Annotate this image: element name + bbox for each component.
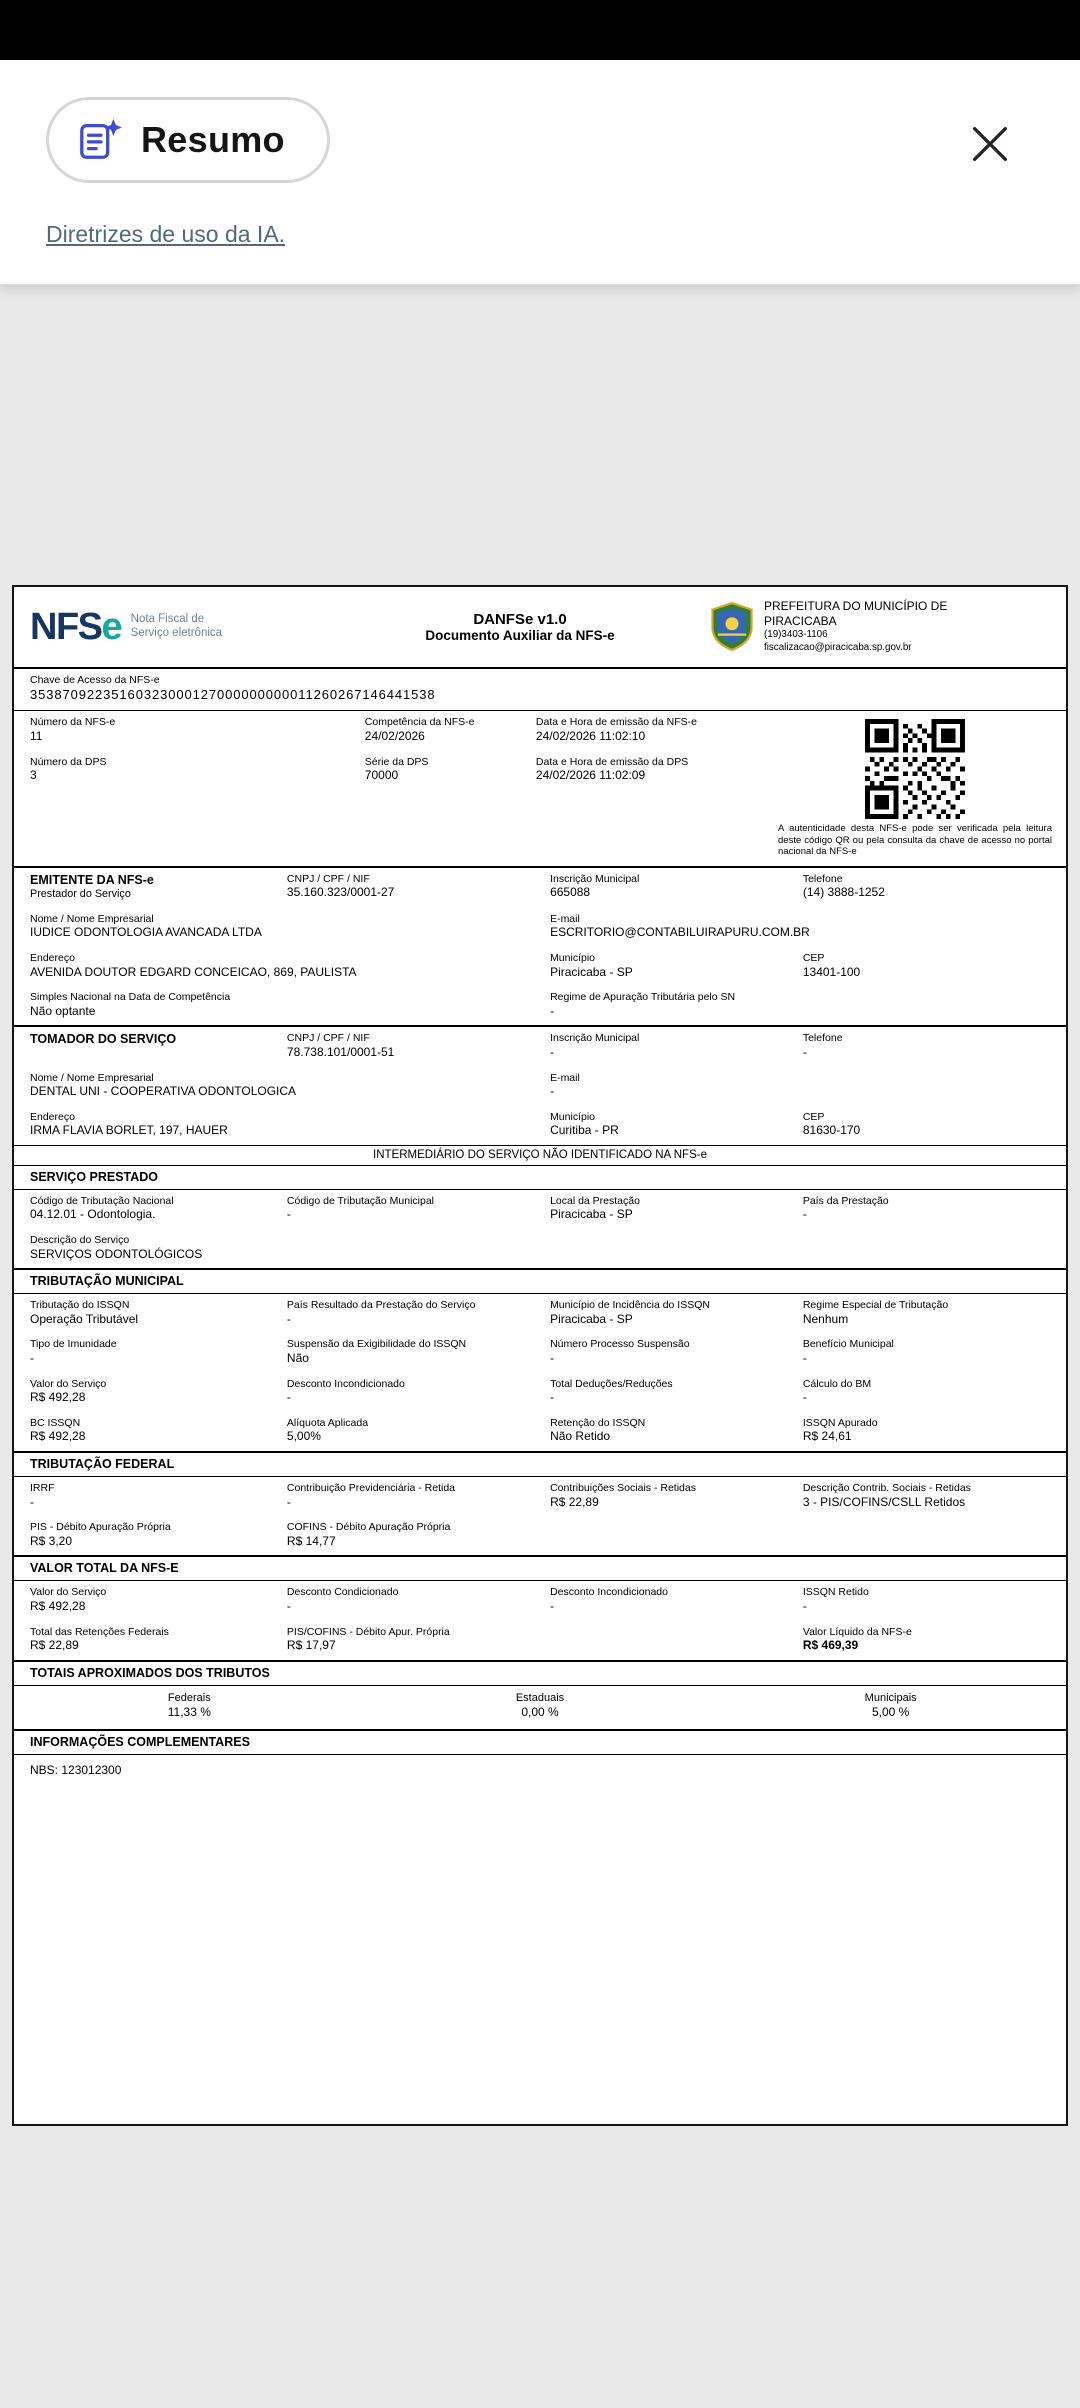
trib-municipal-row-4 [14,1412,1066,1451]
field-descricao-servico [30,1229,1066,1268]
danfse-header [14,587,1066,667]
field-label: Município de Incidência do ISSQN [550,1299,710,1312]
resumo-chip-label: Resumo [141,119,285,160]
doc-field [30,1412,287,1451]
field-value: 24/02/2026 [364,729,425,744]
field-valor-liquido [803,1621,1066,1660]
doc-field [30,1516,287,1555]
field-label: Endereço [30,1110,75,1123]
field-label: Desconto Incondicionado [286,1377,405,1390]
field-label: País da Prestação [802,1194,889,1207]
field-label: Benefício Municipal [802,1338,894,1351]
trib-municipal-row-2 [14,1333,1066,1372]
field-value: R$ 24,61 [802,1429,852,1444]
field-value: 13401-100 [802,964,861,979]
field-value: Nenhum [802,1311,849,1326]
doc-field [30,1477,287,1516]
doc-field [803,1412,1066,1451]
field-value: - [286,1494,291,1509]
field-value: SERVIÇOS ODONTOLÓGICOS [30,1246,203,1261]
field-value: 70000 [364,768,399,783]
field-value: Curitiba - PR [550,1123,619,1138]
section-informacoes-complementares: INFORMAÇÕES COMPLEMENTARES [30,1734,250,1749]
field-label: PIS/COFINS - Débito Apur. Própria [286,1625,450,1638]
field-label: Município [550,951,596,964]
field-tomador-nome [30,1067,550,1106]
trib-municipal-row-3 [14,1373,1066,1412]
empty-cell [550,1516,803,1555]
field-value: R$ 469,39 [802,1638,859,1653]
field-label: Descrição Contrib. Sociais - Retidas [802,1482,971,1495]
section-tributacao-municipal: TRIBUTAÇÃO MUNICIPAL [30,1274,184,1289]
field-value: R$ 3,20 [30,1533,73,1548]
field-label: Nome / Nome Empresarial [30,912,154,925]
field-label: Tipo de Imunidade [30,1338,117,1351]
field-value: - [802,1044,807,1059]
field-label: Total das Retenções Federais [30,1625,169,1638]
field-ctn [30,1190,287,1229]
field-value: R$ 492,28 [30,1390,86,1405]
field-totais-federais [14,1692,365,1721]
emitente-row-4 [14,986,1066,1025]
field-label: Total Deduções/Reduções [550,1377,673,1390]
field-value: 5,00 % [871,1704,910,1719]
field-emissao-dps [536,751,774,790]
field-label: PIS - Débito Apuração Própria [30,1521,171,1534]
field-value: Não Retido [550,1429,611,1444]
field-value: Piracicaba - SP [550,1311,633,1326]
field-local-prestacao [550,1190,803,1229]
close-icon [967,121,1013,167]
field-tomador-municipio [550,1106,803,1145]
field-label: Alíquota Aplicada [286,1416,369,1429]
emitente-title-block [30,868,287,908]
emitente-row-2 [14,908,1066,947]
field-label: Desconto Condicionado [286,1586,399,1599]
field-tomador-inscricao [550,1027,803,1066]
field-totais-estaduais [365,1692,716,1721]
nfse-logo-e: e [101,605,123,648]
doc-title [330,611,710,643]
section-title: EMITENTE DA NFS-e [30,872,154,887]
field-value: R$ 492,28 [30,1598,86,1613]
field-emitente-regime-sn [550,986,1066,1025]
field-label: Tributação do ISSQN [30,1299,130,1312]
status-bar [0,0,1080,60]
field-label: Valor do Serviço [30,1377,107,1390]
emitente-row-3 [14,947,1066,986]
field-label: Cálculo do BM [802,1377,872,1390]
tomador-row-3 [14,1106,1066,1145]
field-label: Chave de Acesso da NFS-e [30,674,160,686]
field-value: 81630-170 [802,1123,861,1138]
field-label: IRRF [30,1482,55,1495]
section-totais-tributos: TOTAIS APROXIMADOS DOS TRIBUTOS [30,1665,270,1680]
field-value: DENTAL UNI - COOPERATIVA ODONTOLOGICA [30,1084,297,1099]
field-value: 0,00 % [521,1704,559,1719]
nfse-logo-tagline-2: Serviço eletrônica [130,627,223,639]
field-value: R$ 492,28 [30,1429,86,1444]
field-label: Data e Hora de emissão da NFS-e [535,716,697,729]
field-serie-dps [365,751,536,790]
field-label: Estaduais [515,1691,565,1704]
qr-code-icon [865,719,965,819]
field-value: 3 [30,768,37,783]
access-key-field [14,669,1066,710]
field-emitente-simples [30,986,550,1025]
field-label: Local da Prestação [550,1194,640,1207]
field-label: Regime Especial de Tributação [802,1299,949,1312]
field-label: Contribuições Sociais - Retidas [550,1482,696,1495]
nfse-logo-tagline-1: Nota Fiscal de [130,613,205,626]
field-label: ISSQN Retido [802,1586,869,1599]
field-value: R$ 22,89 [30,1638,79,1653]
ai-note-sparkle-icon [77,117,123,163]
field-label: CNPJ / CPF / NIF [286,872,370,885]
field-label: Código de Tributação Nacional [30,1194,174,1207]
section-title: TOMADOR DO SERVIÇO [30,1032,177,1047]
prefeitura-email: fiscalizacao@piracicaba.sp.gov.br [764,642,912,653]
tomador-title-block [30,1027,287,1066]
prefeitura-name-line1: PREFEITURA DO MUNICÍPIO DE [764,599,948,614]
field-competencia [365,711,536,750]
doc-field [550,1412,803,1451]
ids-grid [30,711,774,789]
prefeitura-block [710,599,1050,654]
field-label: Nome / Nome Empresarial [30,1071,154,1084]
field-value: IUDICE ODONTOLOGIA AVANCADA LTDA [30,925,262,940]
doc-field [550,1477,803,1516]
qr-authenticity-note: A autenticidade desta NFS-e pode ser verificada pela leitura deste código QR ou pela consulta da chave de acesso no portal nacional da NFS-e [778,823,1052,858]
empty-cell [803,1516,1066,1555]
doc-field [287,1333,550,1372]
ids-section [14,711,1066,865]
section-servico-prestado: SERVIÇO PRESTADO [30,1169,159,1184]
totais-row [14,1686,1066,1729]
field-label: Série da DPS [364,755,429,768]
trib-municipal-row-1 [14,1294,1066,1333]
field-label: Inscrição Municipal [550,1032,640,1045]
field-value: AVENIDA DOUTOR EDGARD CONCEICAO, 869, PAULISTA [30,964,357,979]
field-label: E-mail [550,912,580,925]
doc-title-line1: DANFSe v1.0 [473,611,567,628]
field-value: R$ 22,89 [550,1494,599,1509]
access-key-value: 35387092235160323000127000000000011260267146441538 [30,686,436,702]
field-value: 24/02/2026 11:02:10 [535,729,646,744]
field-emitente-cnpj [287,868,550,908]
doc-field [287,1373,550,1412]
field-label: Simples Nacional na Data de Competência [30,991,231,1004]
section-valor-total: VALOR TOTAL DA NFS-E [30,1561,179,1576]
prefeitura-phone: (19)3403-1106 [764,629,828,641]
field-emissao-nfse [536,711,774,750]
field-label: Valor do Serviço [30,1586,107,1599]
doc-field [803,1333,1066,1372]
field-label: Federais [167,1691,211,1704]
doc-field [803,1294,1066,1333]
field-totais-municipais [715,1692,1066,1721]
field-value: - [550,1003,555,1018]
field-tomador-telefone [803,1027,1066,1066]
piracicaba-crest-icon [710,602,754,652]
doc-title-line2: Documento Auxiliar da NFS-e [425,628,615,643]
field-tomador-endereco [30,1106,550,1145]
field-value: R$ 17,97 [286,1638,336,1653]
field-value: 11,33 % [167,1704,211,1719]
close-button[interactable] [954,108,1026,180]
field-label: Contribuição Previdenciária - Retida [286,1482,456,1495]
field-value: - [802,1598,807,1613]
field-label: Endereço [30,951,75,964]
field-tomador-cep [803,1106,1066,1145]
app-header [0,60,1080,285]
field-emitente-cep [803,947,1066,986]
prefeitura-text [764,599,947,654]
field-value: - [550,1084,555,1099]
field-tomador-email [550,1067,1066,1106]
field-label: Retenção do ISSQN [550,1416,646,1429]
field-value: R$ 14,77 [286,1533,336,1548]
field-value: - [802,1351,807,1366]
doc-field [30,1294,287,1333]
field-value: - [802,1207,807,1222]
prefeitura-name-line2: PIRACICABA [764,614,837,629]
field-value: (14) 3888-1252 [802,885,885,900]
doc-field [550,1581,803,1620]
field-label: COFINS - Débito Apuração Própria [286,1521,451,1534]
field-label: E-mail [550,1071,580,1084]
field-value: Operação Tributável [30,1311,139,1326]
field-label: CNPJ / CPF / NIF [286,1032,370,1045]
field-label: Telefone [802,1032,843,1045]
field-label: Município [550,1110,596,1123]
field-value: - [550,1390,555,1405]
field-value: ESCRITORIO@CONTABILUIRAPURU.COM.BR [550,925,810,940]
doc-field [287,1621,550,1660]
field-value: 11 [30,729,43,744]
doc-field [30,1373,287,1412]
field-value: - [550,1044,555,1059]
field-value: Não optante [30,1003,96,1018]
field-ctm [287,1190,550,1229]
field-label: Telefone [802,872,843,885]
field-label: Competência da NFS-e [364,716,475,729]
intermediario-banner: INTERMEDIÁRIO DO SERVIÇO NÃO IDENTIFICADO NA NFS-e [373,1148,707,1161]
field-value: - [550,1351,555,1366]
field-label: Descrição do Serviço [30,1234,130,1247]
field-label: ISSQN Apurado [802,1416,878,1429]
page-background [0,285,1080,2408]
field-value: 5,00% [286,1429,321,1444]
field-value: - [550,1598,555,1613]
doc-field [287,1581,550,1620]
field-value: Piracicaba - SP [550,1207,633,1222]
trib-federal-row-1 [14,1477,1066,1516]
doc-field [287,1477,550,1516]
nfse-logo-text [30,606,123,649]
field-label: Número da NFS-e [30,716,116,729]
doc-field [803,1477,1066,1516]
field-numero-nfse [30,711,365,750]
nfse-logo [30,606,330,649]
field-emitente-inscricao [550,868,803,908]
ai-guidelines-link[interactable]: Diretrizes de uso da IA. [46,221,286,247]
field-label: Código de Tributação Municipal [286,1194,435,1207]
doc-field [287,1516,550,1555]
section-subtitle: Prestador do Serviço [30,888,131,901]
doc-field [550,1333,803,1372]
field-value: - [286,1598,291,1613]
valor-total-row-2 [14,1621,1066,1660]
field-value: - [286,1207,291,1222]
field-label: Inscrição Municipal [550,872,640,885]
field-label: Valor Líquido da NFS-e [802,1625,912,1638]
field-value: Piracicaba - SP [550,964,633,979]
field-emitente-municipio [550,947,803,986]
empty-cell [550,1621,803,1660]
field-value: 35.160.323/0001-27 [286,885,395,900]
field-value: 665088 [550,885,591,900]
doc-field [803,1373,1066,1412]
doc-field [30,1621,287,1660]
field-value: 3 - PIS/COFINS/CSLL Retidos [802,1494,966,1509]
field-label: País Resultado da Prestação do Serviço [286,1299,476,1312]
field-label: Suspensão da Exigibilidade do ISSQN [286,1338,467,1351]
field-value: Não [286,1351,309,1366]
field-label: CEP [802,1110,825,1123]
field-value: 78.738.101/0001-51 [286,1044,395,1059]
field-tomador-cnpj [287,1027,550,1066]
field-emitente-email [550,908,1066,947]
field-label: Municipais [864,1691,917,1704]
tomador-row-2 [14,1067,1066,1106]
doc-field [803,1581,1066,1620]
trib-federal-row-2 [14,1516,1066,1555]
field-label: BC ISSQN [30,1416,81,1429]
doc-field [287,1294,550,1333]
section-tributacao-federal: TRIBUTAÇÃO FEDERAL [30,1457,175,1472]
field-emitente-telefone [803,868,1066,908]
field-label: CEP [802,951,825,964]
servico-row-1 [14,1190,1066,1229]
field-value: - [286,1390,291,1405]
servico-row-2 [14,1229,1066,1268]
doc-field [550,1294,803,1333]
field-label: Número Processo Suspensão [550,1338,690,1351]
nfse-logo-tagline [131,613,222,641]
field-value: 24/02/2026 11:02:09 [535,768,646,783]
qr-block [774,711,1066,865]
nfse-logo-nfs: NFS [30,605,102,648]
danfse-document [12,585,1068,2126]
field-label: Data e Hora de emissão da DPS [535,755,689,768]
field-value: - [802,1390,807,1405]
field-value: - [286,1311,291,1326]
doc-field [287,1412,550,1451]
resumo-chip[interactable] [46,97,330,183]
field-label: Regime de Apuração Tributária pelo SN [550,991,736,1004]
field-emitente-nome [30,908,550,947]
tomador-row-1 [14,1027,1066,1066]
field-label: Número da DPS [30,755,107,768]
doc-field [30,1333,287,1372]
valor-total-row-1 [14,1581,1066,1620]
field-numero-dps [30,751,365,790]
field-value: - [30,1351,34,1366]
field-nbs: NBS: 123012300 [30,1762,122,1777]
field-label: Desconto Incondicionado [550,1586,668,1599]
field-value: 04.12.01 - Odontologia. [30,1207,156,1222]
ids-fields [14,711,774,865]
field-value: - [30,1494,34,1509]
emitente-row-1 [14,868,1066,908]
field-pais-prestacao [803,1190,1066,1229]
field-value: IRMA FLAVIA BORLET, 197, HAUER [30,1123,228,1138]
field-emitente-endereco [30,947,550,986]
doc-field [550,1373,803,1412]
doc-field [30,1581,287,1620]
